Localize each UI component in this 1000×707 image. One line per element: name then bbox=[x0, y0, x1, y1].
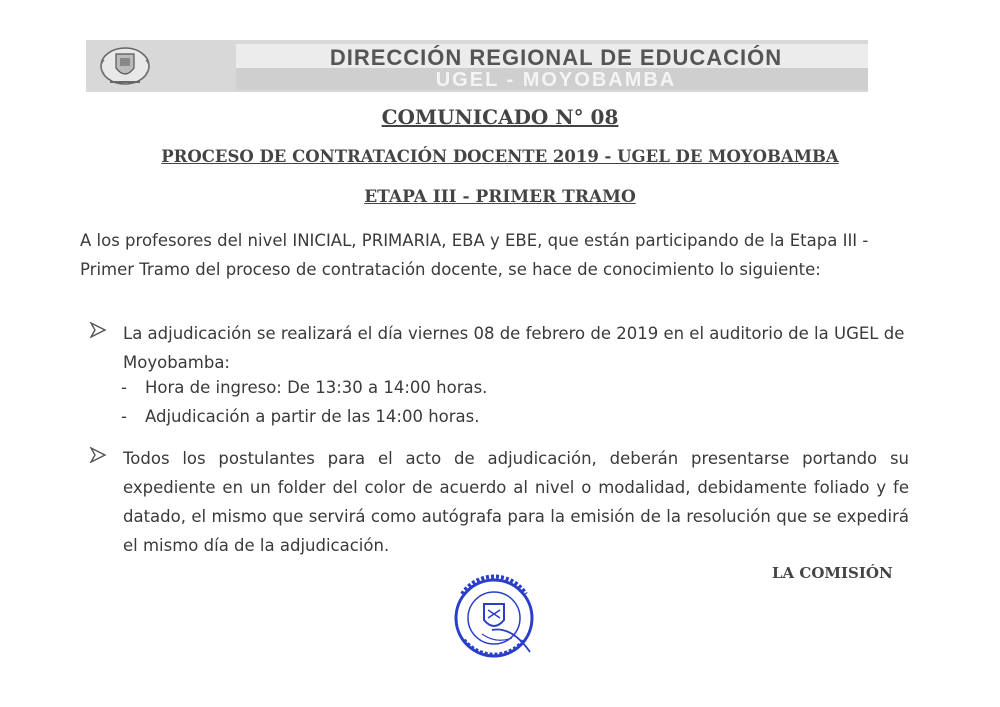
letterhead-title: DIRECCIÓN REGIONAL DE EDUCACIÓN bbox=[329, 45, 783, 70]
arrow-bullet-icon bbox=[89, 322, 107, 338]
letterhead-subtitle: UGEL - MOYOBAMBA bbox=[435, 69, 677, 91]
letterhead bbox=[86, 40, 868, 92]
arrow-bullet-icon bbox=[89, 447, 107, 463]
bullet-applicant-requirements: Todos los postulantes para el acto de adjudicación, deberán presentarse portando su expediente en un folder del color de acuerdo al nivel o modalidad, debidamente foliado y fe datado, el mismo que servirá como autógrafa para la emisión de la resolución que se expedirá el mismo día de la adjudicación. bbox=[123, 449, 909, 555]
stage-title: ETAPA III - PRIMER TRAMO bbox=[364, 187, 636, 207]
signature-commission: LA COMISIÓN bbox=[772, 564, 893, 582]
bullet-adjudication-date: La adjudicación se realizará el día viernes 08 de febrero de 2019 en el auditorio de la UGEL de Moyobamba: bbox=[123, 324, 905, 372]
dash-marker: - bbox=[121, 378, 127, 397]
process-title: PROCESO DE CONTRATACIÓN DOCENTE 2019 - UGEL DE MOYOBAMBA bbox=[161, 147, 839, 166]
regional-shield-emblem-icon bbox=[94, 44, 156, 88]
official-seal-stamp-icon bbox=[452, 574, 538, 664]
sub-item-entry-time: Hora de ingreso: De 13:30 a 14:00 horas. bbox=[145, 378, 488, 397]
comunicado-number: COMUNICADO N° 08 bbox=[381, 105, 619, 129]
intro-paragraph: A los profesores del nivel INICIAL, PRIMARIA, EBA y EBE, que están participando de la Etapa III - Primer Tramo del proceso de contratación docente, se hace de conocimiento lo siguiente: bbox=[80, 231, 869, 279]
dash-marker: - bbox=[121, 407, 127, 426]
sub-item-adjudication-time: Adjudicación a partir de las 14:00 horas. bbox=[145, 407, 480, 426]
